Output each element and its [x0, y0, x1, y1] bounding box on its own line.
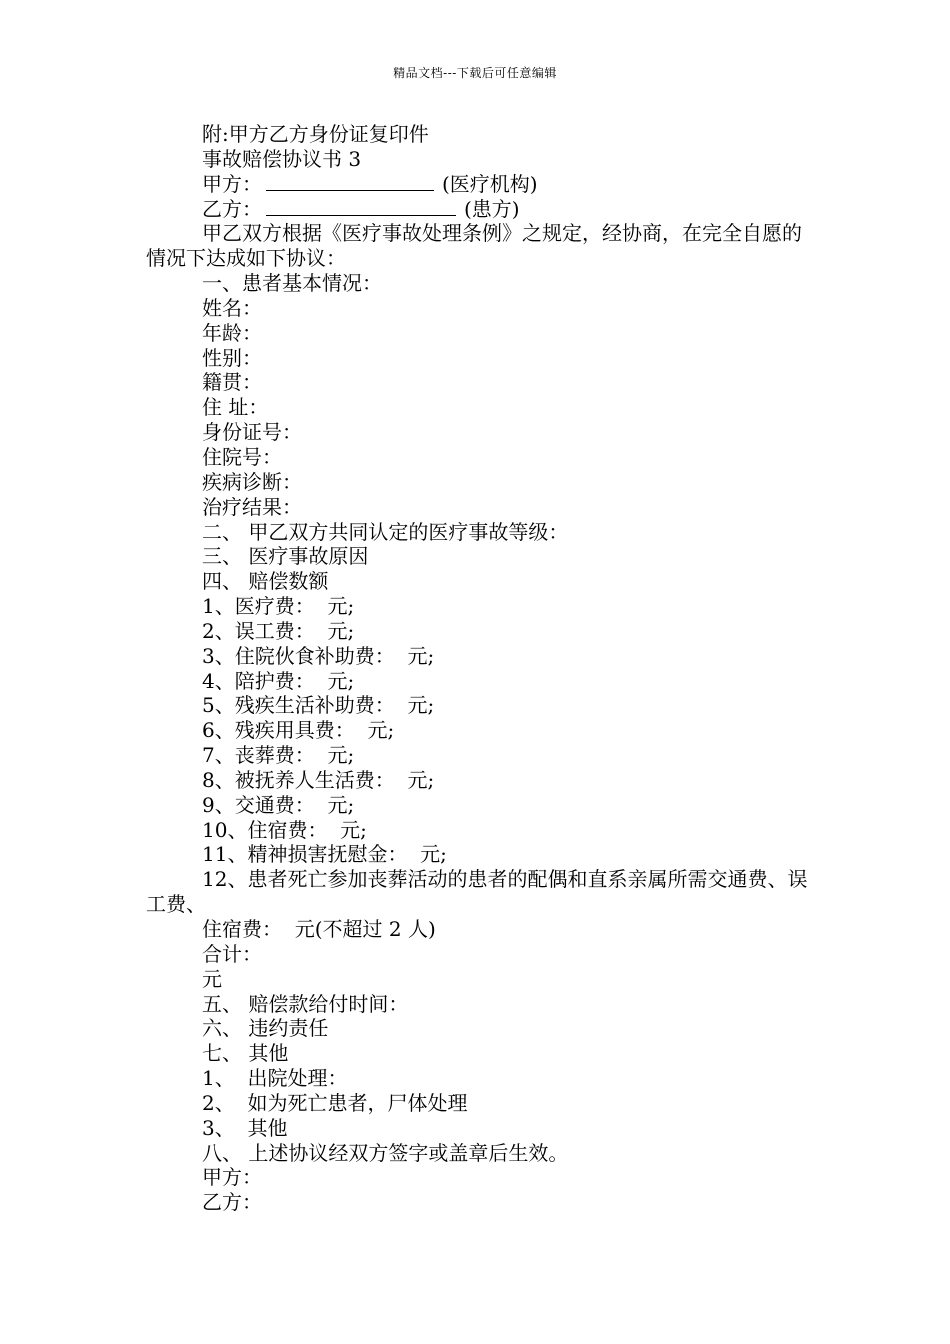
field-line: 身份证号： [202, 420, 302, 445]
total-label: 合计： [202, 941, 262, 966]
agreement-body [146, 122, 810, 1215]
total-unit: 元 [202, 966, 222, 991]
document-title: 事故赔偿协议书 3 [202, 146, 362, 171]
field-line: 住 址： [202, 395, 269, 420]
section-heading: 八、 上述协议经双方签字或盖章后生效。 [202, 1140, 569, 1165]
section-heading: 五、 赔偿款给付时间： [202, 991, 409, 1016]
compensation-item: 4、陪护费： 元; [202, 668, 355, 693]
sub-item: 1、 出院处理： [202, 1066, 348, 1091]
section-heading: 三、 医疗事故原因 [202, 544, 369, 569]
party-b-line [146, 197, 810, 222]
party-a-blank [266, 172, 434, 191]
signature-party-a: 甲方： [202, 1165, 262, 1190]
field-line: 姓名： [202, 295, 262, 320]
compensation-item: 10、住宿费： 元; [202, 817, 367, 842]
compensation-item: 1、医疗费： 元; [202, 594, 355, 619]
compensation-item: 9、交通费： 元; [202, 792, 355, 817]
compensation-item: 住宿费： 元(不超过 2 人) [202, 917, 436, 941]
section-heading: 七、 其他 [202, 1041, 289, 1066]
compensation-item: 3、住院伙食补助费： 元; [202, 643, 435, 668]
compensation-item: 12、患者死亡参加丧葬活动的患者的配偶和直系亲属所需交通费、误工费、 [146, 867, 808, 917]
signature-party-b: 乙方： [202, 1190, 262, 1215]
party-b-blank [266, 197, 456, 216]
intro-paragraph: 甲乙双方根据《医疗事故处理条例》之规定，经协商，在完全自愿的情况下达成如下协议： [146, 221, 802, 271]
compensation-item: 8、被抚养人生活费： 元; [202, 767, 435, 792]
sub-item: 2、 如为死亡患者，尸体处理 [202, 1090, 468, 1115]
section-heading: 一、患者基本情况： [202, 271, 382, 296]
compensation-item: 2、误工费： 元; [202, 618, 355, 643]
page-header: 精品文档---下载后可任意编辑 [393, 66, 557, 80]
field-line: 籍贯： [202, 370, 262, 395]
section-heading: 四、 赔偿数额 [202, 569, 329, 594]
section-heading: 六、 违约责任 [202, 1016, 329, 1041]
compensation-item: 5、残疾生活补助费： 元; [202, 693, 435, 718]
party-b-note: (患方) [464, 196, 520, 221]
compensation-item: 7、丧葬费： 元; [202, 743, 355, 768]
sub-item: 3、 其他 [202, 1115, 288, 1140]
compensation-item: 11、精神损害抚慰金： 元; [202, 842, 447, 867]
field-line: 性别： [202, 345, 262, 370]
party-a-note: (医疗机构) [442, 171, 538, 196]
party-a-label: 甲方： [202, 171, 262, 196]
party-a-line [146, 172, 810, 197]
section-heading: 二、 甲乙双方共同认定的医疗事故等级： [202, 519, 569, 544]
compensation-item: 6、残疾用具费： 元; [202, 718, 395, 743]
field-line: 治疗结果： [202, 494, 302, 519]
party-b-label: 乙方： [202, 196, 262, 221]
field-line: 住院号： [202, 444, 282, 469]
field-line: 年龄： [202, 320, 262, 345]
field-line: 疾病诊断： [202, 469, 302, 494]
attachment-line: 附:甲方乙方身份证复印件 [202, 122, 429, 146]
